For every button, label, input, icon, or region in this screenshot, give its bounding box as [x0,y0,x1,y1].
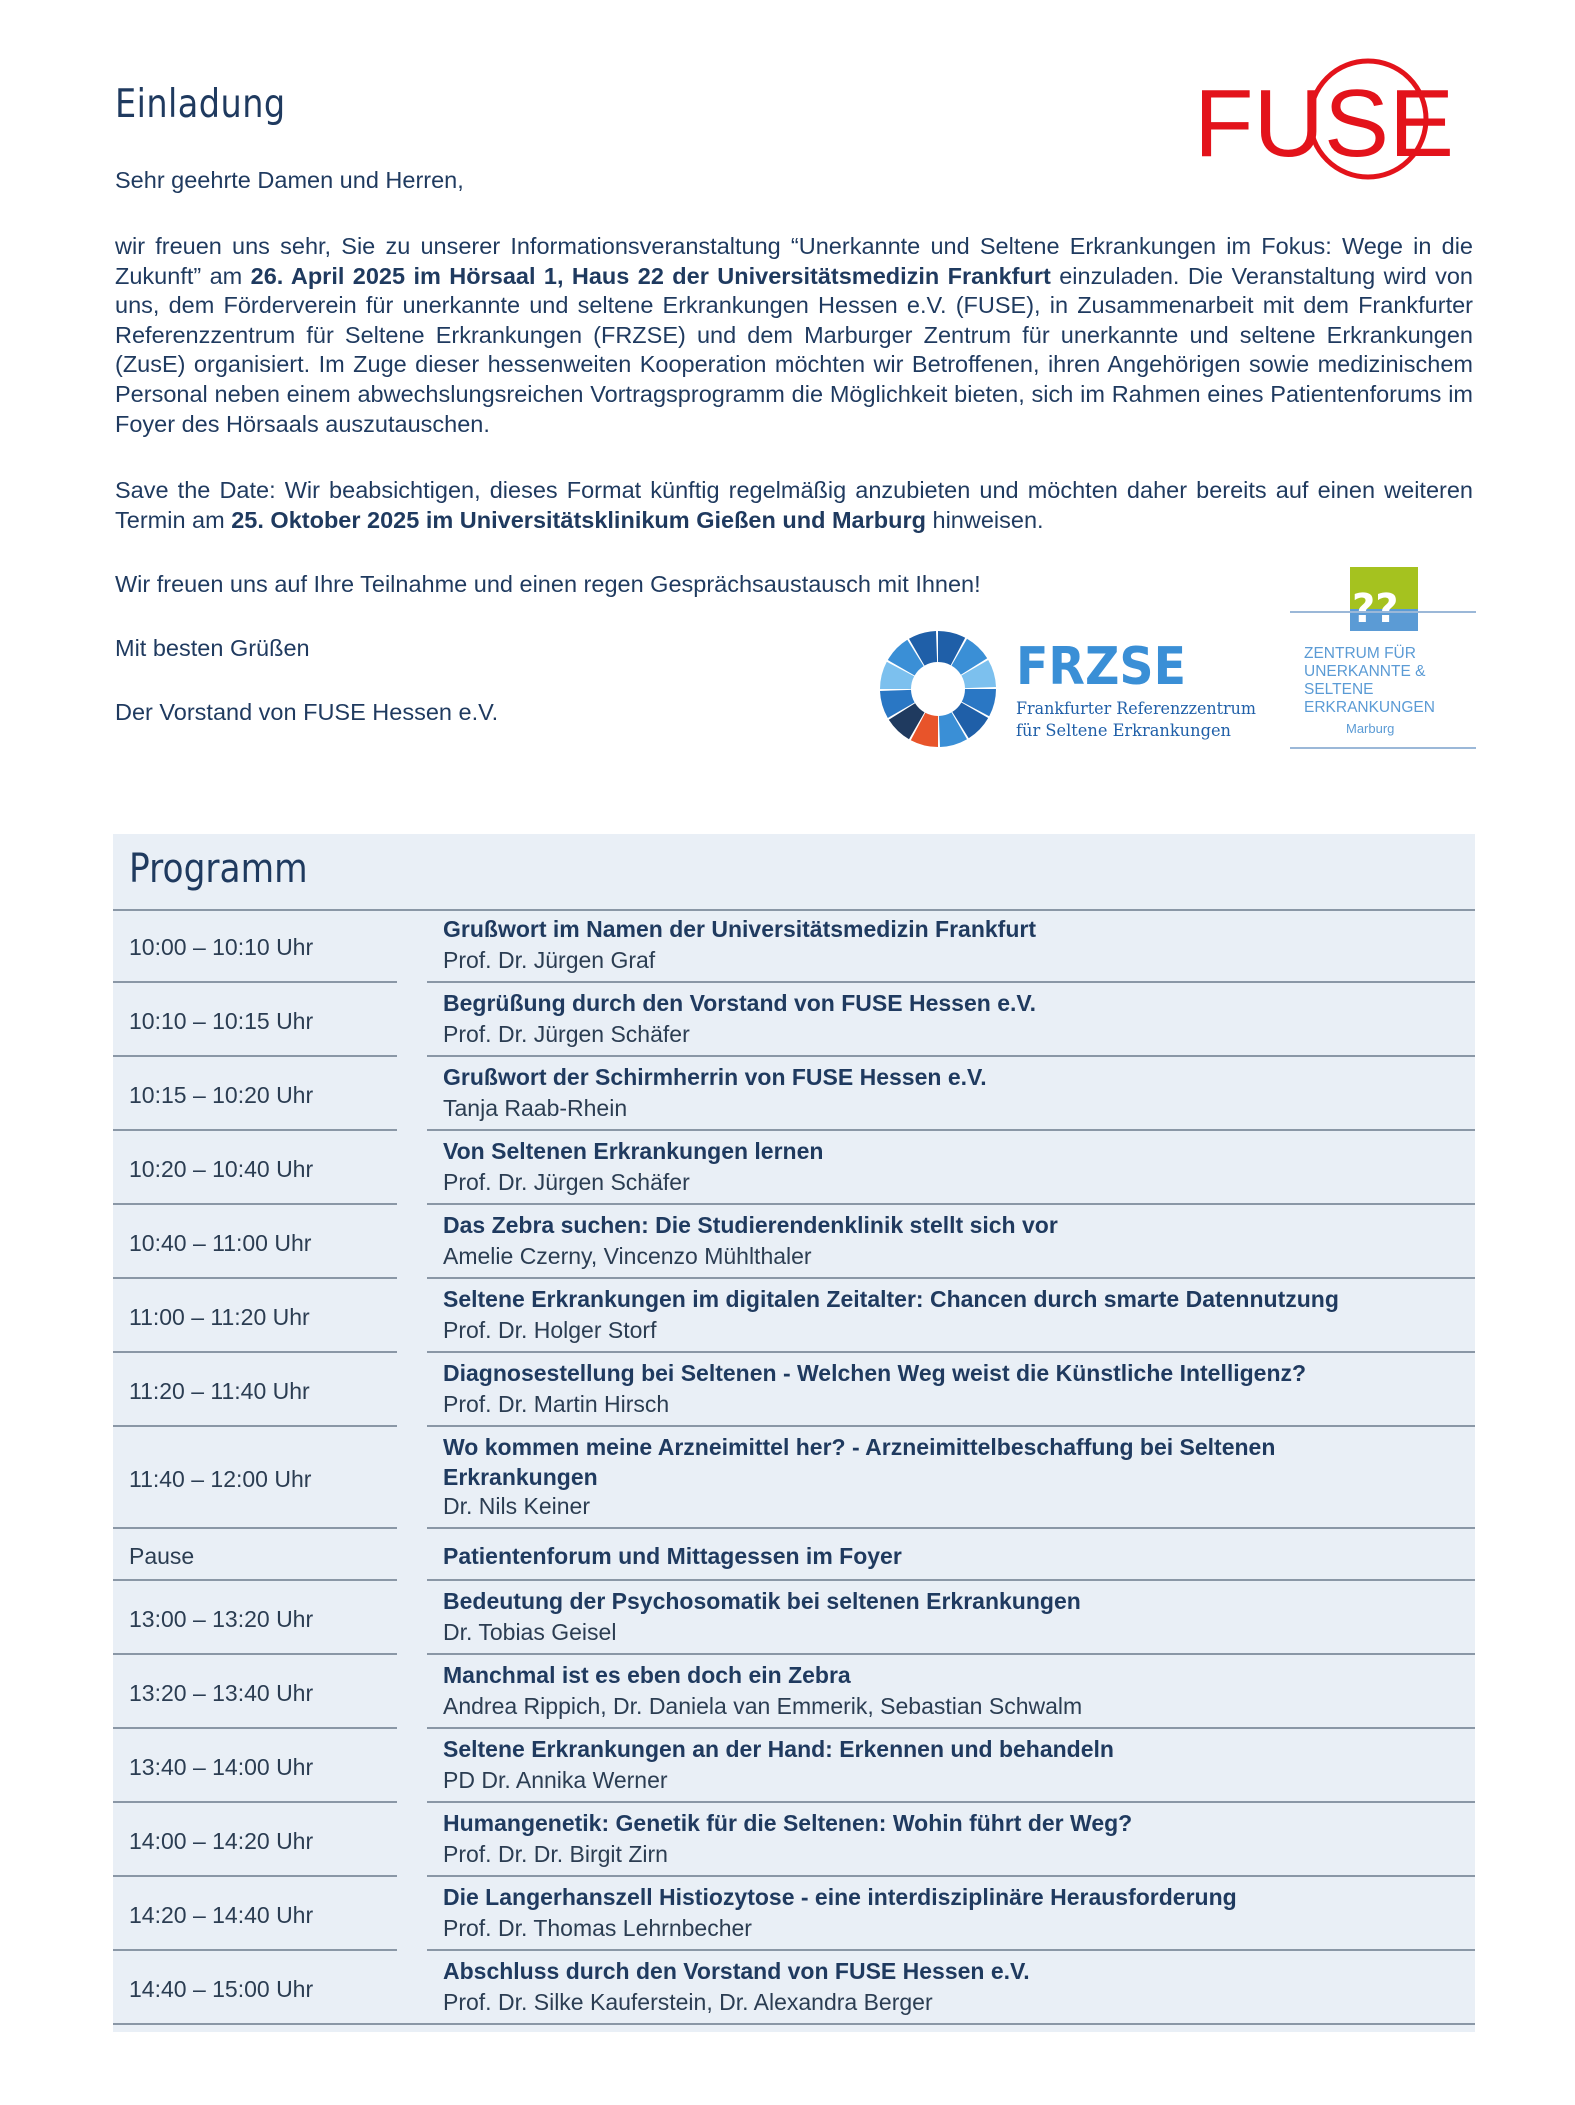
row-time: 11:00 – 11:20 Uhr [129,1303,310,1330]
table-row [113,1529,1475,1581]
row-topic: Die Langerhanszell Histiozytose - eine interdisziplinäre Herausforderung [443,1884,1237,1910]
save-date-bold: 25. Oktober 2025 im Universitätsklinikum Gießen und Marburg [231,506,926,533]
paragraph-thanks: Wir freuen uns auf Ihre Teilnahme und einen regen Gesprächsaustausch mit Ihnen! [115,571,981,597]
program-header [113,834,1475,911]
table-row [113,1353,1475,1427]
row-speaker: Prof. Dr. Holger Storf [443,1317,657,1343]
row-time: 10:10 – 10:15 Uhr [129,1007,314,1034]
row-speaker: Prof. Dr. Jürgen Graf [443,947,656,973]
table-row [113,1581,1475,1655]
zuse-line-3: SELTENE [1304,681,1374,698]
table-row [113,1427,1475,1529]
intro-text-c: einzuladen. Die Veranstaltung wird von uns, dem Förderverein für unerkannte und seltene Erkrankungen Hessen e.V. (FUSE), in Zusammenarbeit mit dem Frankfurter Referenzzentrum für Seltene Erkrankungen (FRZSE) und dem Marburger Zentrum für unerkannte und seltene Erkrankungen (ZusE) organisiert. Im Zuge dieser hessenweiten Kooperation möchten wir Betroffenen, ihren Angehörigen sowie medizinischem Personal neben einem abwechslungsreichen Vortragsprogramm die Möglichkeit bieten, sich im Rahmen eines Patientenforums im Foyer des Hörsaals auszutauschen. [115,262,1473,437]
row-topic: Von Seltenen Erkrankungen lernen [443,1138,824,1164]
row-speaker: Prof. Dr. Martin Hirsch [443,1391,670,1417]
table-row [113,1655,1475,1729]
table-row [113,983,1475,1057]
row-time: 14:00 – 14:20 Uhr [129,1827,314,1854]
row-topic: Grußwort der Schirmherrin von FUSE Hessen e.V. [443,1064,987,1090]
greeting: Sehr geehrte Damen und Herren, [115,167,464,193]
row-topic: Abschluss durch den Vorstand von FUSE Hessen e.V. [443,1958,1030,1984]
zuse-line-4: ERKRANKUNGEN [1304,699,1435,716]
row-topic: Das Zebra suchen: Die Studierendenklinik stellt sich vor [443,1212,1058,1238]
row-time: 10:15 – 10:20 Uhr [129,1081,314,1108]
table-row [113,1205,1475,1279]
row-topic: Bedeutung der Psychosomatik bei seltenen Erkrankungen [443,1588,1081,1614]
frzse-ring-icon [880,631,996,747]
row-topic: Humangenetik: Genetik für die Seltenen: Wohin führt der Weg? [443,1810,1133,1836]
zuse-line-2: UNERKANNTE & [1304,663,1426,680]
table-row [113,1951,1475,2025]
program-table [113,834,1475,2032]
table-row [113,1729,1475,1803]
table-row [113,1131,1475,1205]
row-topic: Begrüßung durch den Vorstand von FUSE Hessen e.V. [443,990,1036,1016]
row-topic: Manchmal ist es eben doch ein Zebra [443,1662,851,1688]
page-title: Einladung [115,82,286,127]
paragraph-intro [115,232,1473,439]
frzse-line-2: für Seltene Erkrankungen [1016,721,1232,741]
frzse-line-1: Frankfurter Referenzzentrum [1016,699,1256,719]
row-topic: Seltene Erkrankungen im digitalen Zeitalter: Chancen durch smarte Datennutzung [443,1286,1339,1312]
row-speaker: Dr. Nils Keiner [443,1493,590,1519]
program-title: Programm [129,846,308,892]
row-time: Pause [129,1542,195,1569]
row-time: 10:20 – 10:40 Uhr [129,1155,314,1182]
row-speaker: Dr. Tobias Geisel [443,1619,617,1645]
zuse-line-1: ZENTRUM FÜR [1304,645,1416,662]
frzse-logo [876,624,1261,754]
intro-date-bold: 26. April 2025 im Hörsaal 1, Haus 22 der Universitätsmedizin Frankfurt [250,262,1051,289]
row-topic: Wo kommen meine Arzneimittel her? - Arzneimittelbeschaffung bei Seltenen Erkrankungen [443,1434,1276,1490]
save-date-text-a: Save the Date: Wir beabsichtigen, dieses Format künftig regelmäßig anzubieten und möchten daher bereits auf einen weiteren Termin am [115,477,1473,533]
table-row [113,1803,1475,1877]
row-topic: Grußwort im Namen der Universitätsmedizin Frankfurt [443,916,1037,942]
row-time: 11:40 – 12:00 Uhr [129,1465,312,1492]
row-divider [427,2023,1475,2025]
row-time: 10:40 – 11:00 Uhr [129,1229,312,1256]
table-row [113,909,1475,983]
save-date-text-c: hinweisen. [925,506,1044,533]
row-speaker: Tanja Raab-Rhein [443,1095,628,1121]
row-speaker: Prof. Dr. Dr. Birgit Zirn [443,1841,668,1867]
row-speaker: Prof. Dr. Jürgen Schäfer [443,1169,690,1195]
fuse-logo-text: FUSE [1194,70,1454,177]
table-row [113,1279,1475,1353]
row-topic: Diagnosestellung bei Seltenen - Welchen Weg weist die Künstliche Intelligenz? [443,1360,1307,1386]
row-time: 13:00 – 13:20 Uhr [129,1605,314,1632]
row-speaker: Amelie Czerny, Vincenzo Mühlthaler [443,1243,812,1269]
zuse-logo [1290,564,1476,754]
paragraph-save-the-date [115,476,1473,535]
question-marks-icon: ?? [1352,586,1399,632]
intro-text-a: wir freuen uns sehr, Sie zu unserer Informationsveranstaltung “Unerkannte und Seltene Erkrankungen im Fokus: Wege in die Zukunft” am [115,233,1473,289]
closing: Mit besten Grüßen [115,635,310,661]
row-time: 11:20 – 11:40 Uhr [129,1377,310,1404]
signature: Der Vorstand von FUSE Hessen e.V. [115,699,499,725]
row-speaker: Prof. Dr. Thomas Lehrnbecher [443,1915,752,1941]
row-speaker: Prof. Dr. Silke Kauferstein, Dr. Alexandra Berger [443,1989,933,2015]
frzse-logo-text: FRZSE [1016,637,1186,697]
row-time: 13:40 – 14:00 Uhr [129,1753,314,1780]
row-topic: Patientenforum und Mittagessen im Foyer [443,1543,902,1569]
zuse-city: Marburg [1346,721,1395,736]
row-time: 13:20 – 13:40 Uhr [129,1679,314,1706]
row-topic: Seltene Erkrankungen an der Hand: Erkennen und behandeln [443,1736,1114,1762]
row-time: 14:20 – 14:40 Uhr [129,1901,314,1928]
table-row [113,1877,1475,1951]
row-speaker: Andrea Rippich, Dr. Daniela van Emmerik, Sebastian Schwalm [443,1693,1083,1719]
row-time: 10:00 – 10:10 Uhr [129,933,314,960]
row-speaker: Prof. Dr. Jürgen Schäfer [443,1021,690,1047]
row-time: 14:40 – 15:00 Uhr [129,1975,314,2002]
row-speaker: PD Dr. Annika Werner [443,1767,668,1793]
table-row [113,1057,1475,1131]
